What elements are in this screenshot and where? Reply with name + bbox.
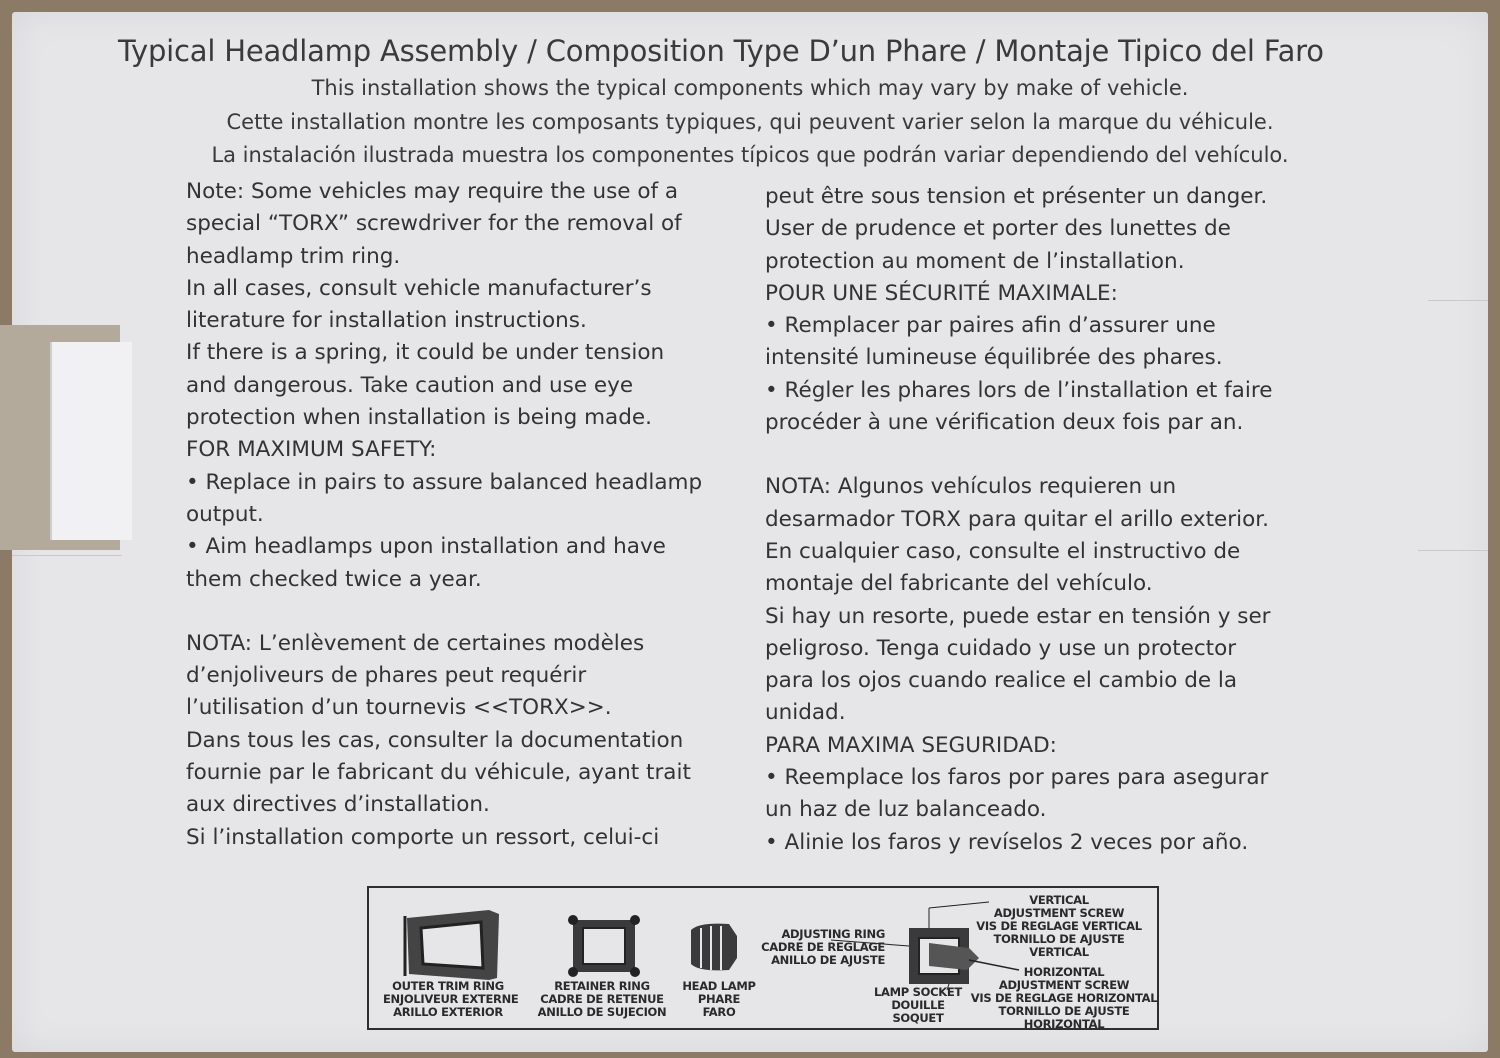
retainer-ring-icon <box>568 915 640 977</box>
text-line: In all cases, consult vehicle manufacturer’s <box>186 275 652 301</box>
bullet-line: • Régler les phares lors de l’installation et faire <box>765 377 1273 403</box>
right-column <box>765 181 1272 859</box>
fold-crease <box>1418 550 1488 551</box>
text-line: aux directives d’installation. <box>186 792 490 818</box>
text-line: protection when installation is being made. <box>186 405 652 431</box>
fold-crease <box>12 555 122 556</box>
text-line: and dangerous. Take caution and use eye <box>186 372 634 398</box>
text-line: Dans tous les cas, consulter la documentation <box>186 727 684 753</box>
text-line: Si l’installation comporte un ressort, celui-ci <box>186 824 660 850</box>
bullet-line: procéder à une vérification deux fois par an. <box>765 410 1244 436</box>
retainer-ring-caption: RETAINER RING CADRE DE RETENUE ANILLO DE SUJECION <box>537 979 667 1019</box>
lamp-socket-caption: LAMP SOCKET DOUILLE SOQUET <box>874 985 962 1025</box>
page-title: Typical Headlamp Assembly / Composition Type D’un Phare / Montaje Tipico del Faro <box>118 34 1324 68</box>
text-line: If there is a spring, it could be under tension <box>186 340 665 366</box>
outer-trim-ring-icon <box>405 910 499 980</box>
adjusting-ring-caption: ADJUSTING RING CADRE DE REGLAGE ANILLO DE AJUSTE <box>761 927 885 967</box>
bullet-line: • Reemplace los faros por pares para asegurar <box>765 765 1269 791</box>
text-line: d’enjoliveurs de phares peut requérir <box>186 663 587 689</box>
text-line: literature for installation instructions. <box>186 308 587 334</box>
text-line: unidad. <box>765 700 846 726</box>
text-line: Note: Some vehicles may require the use of a <box>186 179 679 204</box>
intro-es: La instalación ilustrada muestra los componentes típicos que podrán variar dependiendo del vehículo. <box>211 143 1289 167</box>
text-line: special “TORX” screwdriver for the removal of <box>186 211 682 237</box>
left-column <box>186 176 702 854</box>
text-line: protection au moment de l’installation. <box>765 248 1185 274</box>
spacer <box>765 439 1272 471</box>
section-heading: FOR MAXIMUM SAFETY: <box>186 437 437 463</box>
vertical-screw-caption: VERTICAL ADJUSTMENT SCREW VIS DE REGLAGE VERTICAL TORNILLO DE AJUSTE VERTICAL <box>976 893 1142 959</box>
text-line: l’utilisation d’un tournevis <<TORX>>. <box>186 695 612 721</box>
bullet-line: intensité lumineuse équilibrée des phares. <box>765 345 1223 371</box>
bullet-line: un haz de luz balanceado. <box>765 797 1047 823</box>
text-line: montaje del fabricante del vehículo. <box>765 571 1153 597</box>
head-lamp-caption: HEAD LAMP PHARE FARO <box>682 979 756 1019</box>
box-cutout-inner <box>50 342 132 540</box>
text-line: fournie par le fabricant du véhicule, ayant trait <box>186 760 691 786</box>
assembly-diagram <box>367 886 1159 1030</box>
text-line: para los ojos cuando realice el cambio de la <box>765 668 1238 694</box>
spacer <box>186 596 702 628</box>
bullet-line: them checked twice a year. <box>186 566 482 592</box>
bullet-line: • Aim headlamps upon installation and have <box>186 534 666 560</box>
text-line: headlamp trim ring. <box>186 243 401 269</box>
intro-en: This installation shows the typical components which may vary by make of vehicle. <box>311 76 1189 100</box>
section-heading: PARA MAXIMA SEGURIDAD: <box>765 732 1057 758</box>
section-heading: POUR UNE SÉCURITÉ MAXIMALE: <box>765 280 1118 306</box>
text-line: Si hay un resorte, puede estar en tensión y ser <box>765 603 1271 629</box>
horizontal-screw-caption: HORIZONTAL ADJUSTMENT SCREW VIS DE REGLAGE HORIZONTAL TORNILLO DE AJUSTE HORIZONTAL <box>970 965 1158 1031</box>
bullet-line: • Alinie los faros y revíselos 2 veces por año. <box>765 829 1249 855</box>
text-line: desarmador TORX para quitar el arillo exterior. <box>765 506 1269 532</box>
intro-fr: Cette installation montre les composants typiques, qui peuvent varier selon la marque du véhicule. <box>226 110 1274 134</box>
fold-crease <box>1428 300 1488 301</box>
text-line: NOTA: Algunos vehículos requieren un <box>765 474 1177 500</box>
text-line: User de prudence et porter des lunettes de <box>765 216 1231 242</box>
text-line: NOTA: L’enlèvement de certaines modèles <box>186 630 645 656</box>
bullet-line: • Replace in pairs to assure balanced headlamp <box>186 469 703 495</box>
text-line: En cualquier caso, consulte el instructivo de <box>765 538 1241 564</box>
bullet-line: output. <box>186 501 264 527</box>
text-line: peligroso. Tenga cuidado y use un protector <box>765 635 1237 661</box>
bullet-line: • Remplacer par paires afin d’assurer une <box>765 313 1216 339</box>
head-lamp-icon <box>691 924 737 971</box>
outer-trim-ring-caption: OUTER TRIM RING ENJOLIVEUR EXTERNE ARILLO EXTERIOR <box>383 979 519 1019</box>
text-line: peut être sous tension et présenter un danger. <box>765 184 1268 209</box>
